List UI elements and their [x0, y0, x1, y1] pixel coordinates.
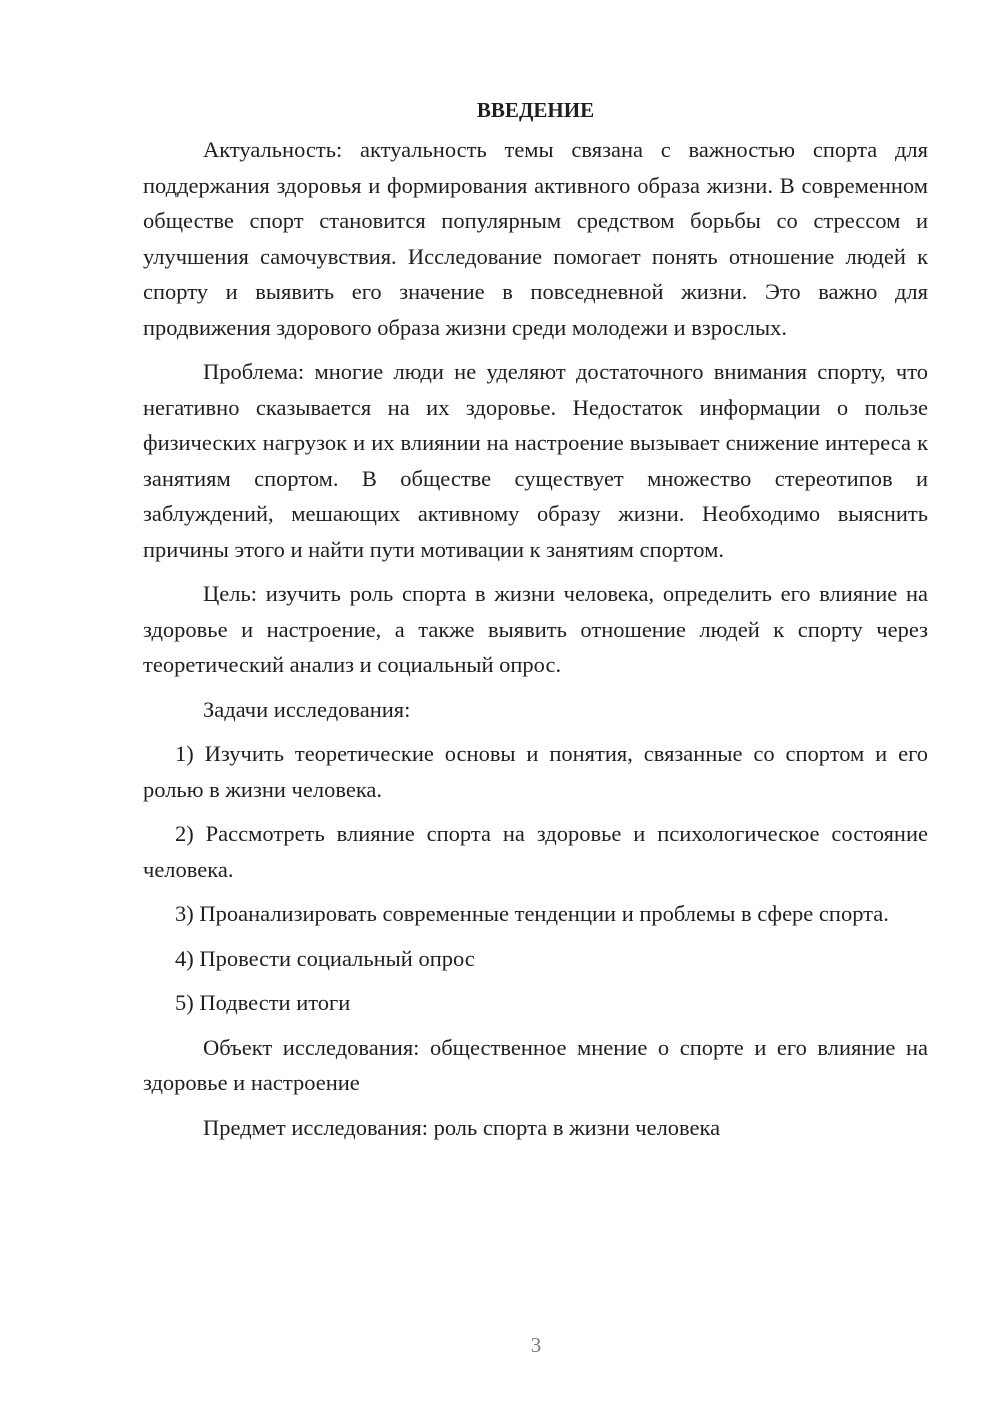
task-item-1: 1) Изучить теоретические основы и понятия, связанные со спортом и его ролью в жизни человека.	[143, 741, 928, 802]
tasks-heading: Задачи исследования:	[203, 696, 411, 722]
goal-paragraph: Цель: изучить роль спорта в жизни человека, определить его влияние на здоровье и настроение, а также выявить отношение людей к спорту через теоретический анализ и социальный опрос.	[143, 581, 928, 677]
page-content	[143, 92, 928, 1154]
problem-paragraph: Проблема: многие люди не уделяют достаточного внимания спорту, что негативно сказывается на их здоровье. Недостаток информации о пользе физических нагрузок и их влиянии на настроение вызывает снижение интереса к занятиям спортом. В обществе существует множество стереотипов и заблуждений, мешающих активному образу жизни. Необходимо выяснить причины этого и найти пути мотивации к занятиям спортом.	[143, 359, 928, 562]
task-item-4: 4) Провести социальный опрос	[175, 945, 475, 971]
page-title: ВВЕДЕНИЕ	[476, 98, 595, 122]
task-item-3: 3) Проанализировать современные тенденции и проблемы в сфере спорта.	[175, 901, 889, 926]
object-paragraph: Объект исследования: общественное мнение о спорте и его влияние на здоровье и настроение	[143, 1034, 928, 1095]
task-item-5: 5) Подвести итоги	[175, 990, 351, 1015]
task-item-2: 2) Рассмотреть влияние спорта на здоровье и психологическое состояние человека.	[143, 821, 928, 882]
subject-paragraph: Предмет исследования: роль спорта в жизни человека	[203, 1114, 721, 1140]
relevance-paragraph: Актуальность: актуальность темы связана с важностью спорта для поддержания здоровья и формирования активного образа жизни. В современном обществе спорт становится популярным средством борьбы со стрессом и улучшения самочувствия. Исследование помогает понять отношение людей к спорту и выявить его значение в повседневной жизни. Это важно для продвижения здорового образа жизни среди молодежи и взрослых.	[143, 137, 928, 340]
page-number: 3	[530, 1333, 542, 1357]
